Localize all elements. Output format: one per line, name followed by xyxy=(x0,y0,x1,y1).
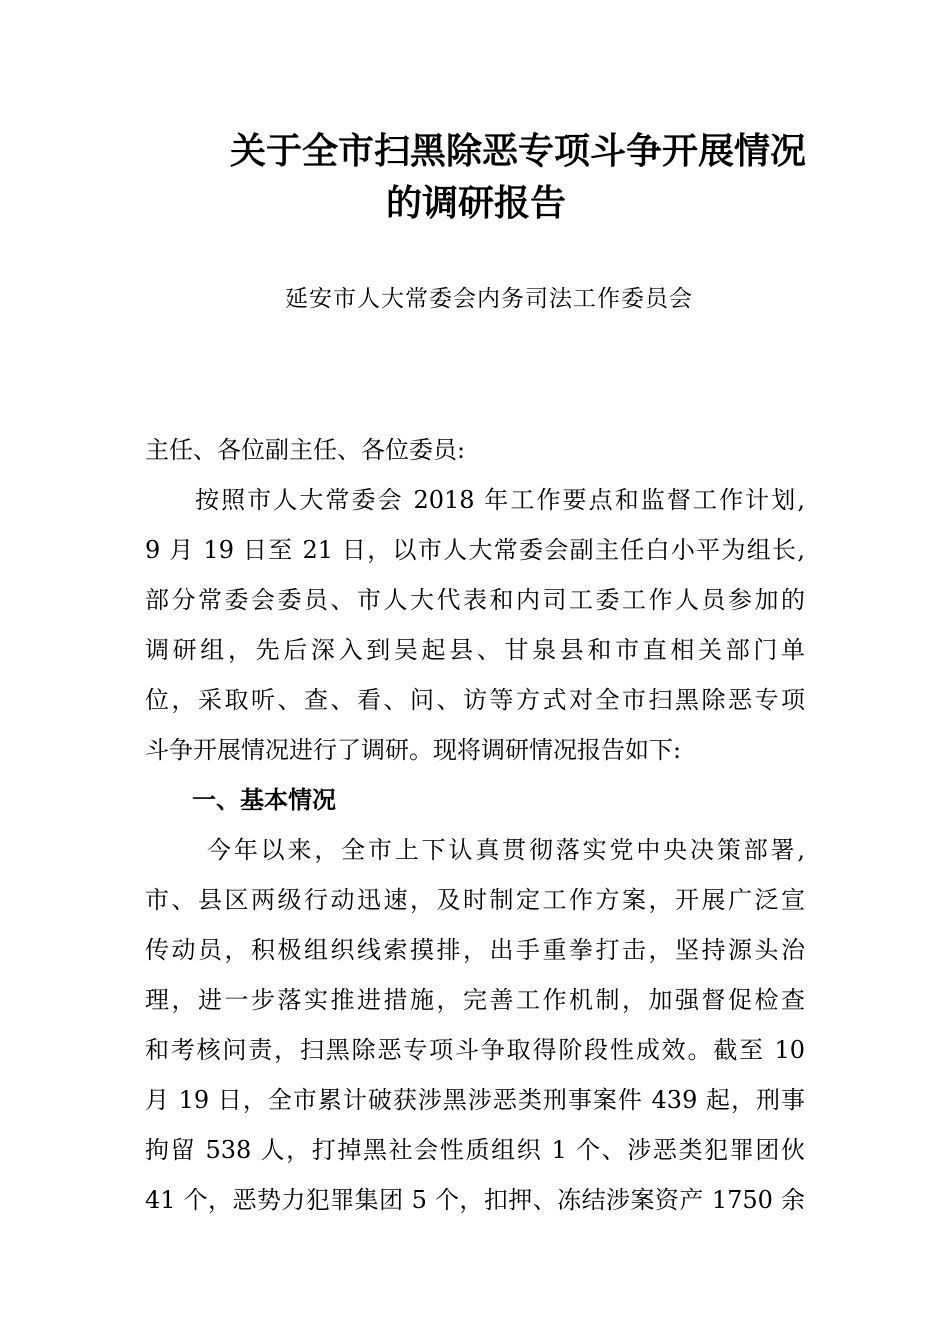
section-line: 拘留 538 人，打掉黑社会性质组织 1 个、涉恶类犯罪团伙 xyxy=(145,1136,805,1164)
author-organization: 延安市人大常委会内务司法工作委员会 xyxy=(285,286,693,312)
section-line: 市、县区两级行动迅速，及时制定工作方案，开展广泛宣 xyxy=(145,886,805,914)
salutation: 主任、各位副主任、各位委员: xyxy=(145,436,466,464)
section-line: 月 19 日，全市累计破获涉黑涉恶类刑事案件 439 起，刑事 xyxy=(145,1086,805,1114)
intro-line: 按照市人大常委会 2018 年工作要点和监督工作计划, xyxy=(195,486,805,514)
section-line: 和考核问责，扫黑除恶专项斗争取得阶段性成效。截至 10 xyxy=(145,1036,805,1064)
section-line: 传动员，积极组织线索摸排，出手重拳打击，坚持源头治 xyxy=(145,936,805,964)
section-line: 41 个，恶势力犯罪集团 5 个，扣押、冻结涉案资产 1750 余 xyxy=(145,1186,805,1214)
intro-line: 部分常委会委员、市人大代表和内司工委工作人员参加的 xyxy=(145,586,805,614)
intro-line: 位，采取听、查、看、问、访等方式对全市扫黑除恶专项 xyxy=(145,686,805,714)
section-line: 理，进一步落实推进措施，完善工作机制，加强督促检查 xyxy=(145,986,805,1014)
section-heading-1: 一、基本情况 xyxy=(192,786,336,814)
title-line-1: 关于全市扫黑除恶专项斗争开展情况 xyxy=(230,131,807,172)
intro-line: 调研组，先后深入到吴起县、甘泉县和市直相关部门单 xyxy=(145,636,805,664)
title-line-2: 的调研报告 xyxy=(386,183,567,224)
intro-line: 9 月 19 日至 21 日，以市人大常委会副主任白小平为组长, xyxy=(145,536,805,564)
intro-line: 斗争开展情况进行了调研。现将调研情况报告如下: xyxy=(145,736,682,764)
section-line: 今年以来，全市上下认真贯彻落实党中央决策部署, xyxy=(207,836,805,864)
